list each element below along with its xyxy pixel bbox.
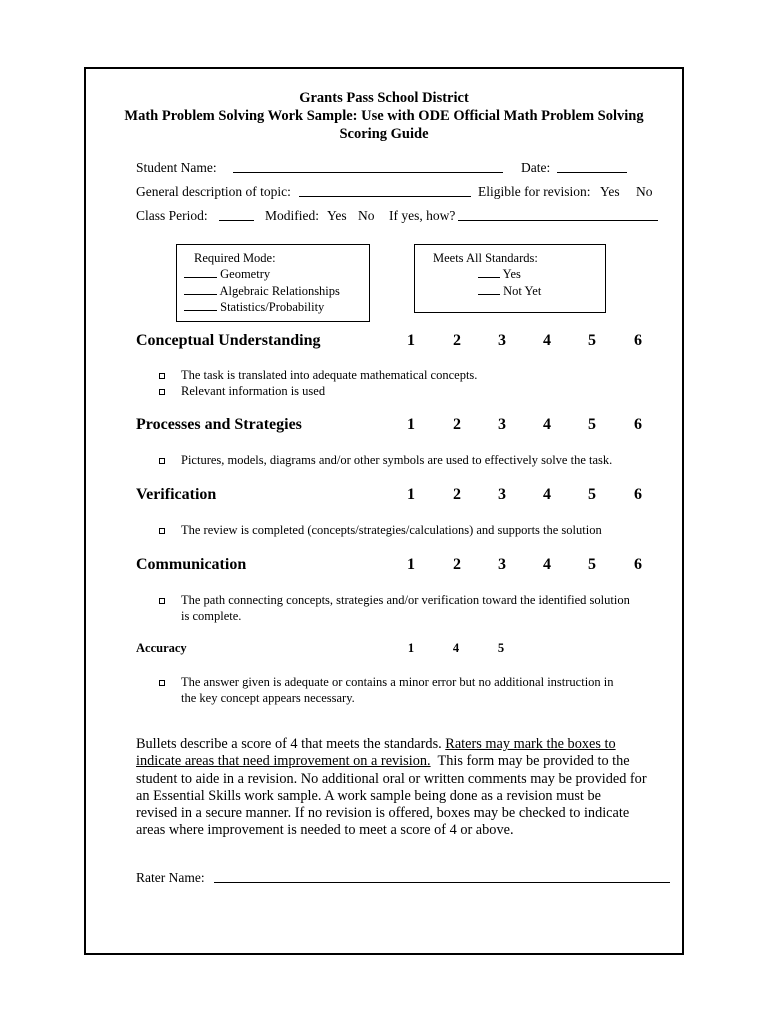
- checkbox[interactable]: [159, 373, 165, 379]
- if-yes-label: If yes, how?: [389, 208, 456, 223]
- eligible-yes-option[interactable]: Yes: [600, 184, 620, 199]
- bullet-text: The review is completed (concepts/strategies/calculations) and supports the solution: [181, 523, 602, 537]
- section-title-processes: Processes and Strategies: [136, 416, 302, 433]
- score-6[interactable]: 6: [634, 416, 642, 433]
- score-3[interactable]: 3: [498, 332, 506, 349]
- score-3[interactable]: 3: [498, 486, 506, 503]
- mode-option-statistics[interactable]: Statistics/Probability: [184, 300, 324, 315]
- topic-field[interactable]: [299, 185, 471, 197]
- bullet-text-continued: is complete.: [181, 609, 242, 623]
- standards-option-not-yet[interactable]: Not Yet: [478, 284, 541, 299]
- standards-blank[interactable]: [478, 284, 500, 295]
- rater-name-field[interactable]: [214, 871, 670, 883]
- checkbox[interactable]: [159, 680, 165, 686]
- score-3[interactable]: 3: [498, 416, 506, 433]
- accuracy-score-4[interactable]: 4: [452, 641, 460, 655]
- score-2[interactable]: 2: [453, 486, 461, 503]
- modified-yes-option[interactable]: Yes: [327, 208, 347, 223]
- score-4[interactable]: 4: [543, 332, 551, 349]
- checkbox[interactable]: [159, 598, 165, 604]
- standards-blank[interactable]: [478, 267, 500, 278]
- score-2[interactable]: 2: [453, 332, 461, 349]
- date-field[interactable]: [557, 161, 627, 173]
- score-2[interactable]: 2: [453, 556, 461, 573]
- bullet-text-continued: the key concept appears necessary.: [181, 691, 355, 705]
- instructions-paragraph: Bullets describe a score of 4 that meets the standards. Raters may mark the boxes to indicate areas that need improvement on a revision. This form may be provided to the student to aide in a revision. No additional oral or written comments may be provided for an Essential Skills work sample. A work sample being done as a revision must be revised in a secure manner. If no revision is offered, boxes may be checked to indicate areas where improvement is needed to meet a score of 4 or above.: [136, 736, 647, 839]
- score-1[interactable]: 1: [407, 486, 415, 503]
- score-1[interactable]: 1: [407, 556, 415, 573]
- class-period-field[interactable]: [219, 209, 254, 221]
- student-name-field[interactable]: [233, 161, 503, 173]
- meets-standards-title: Meets All Standards:: [433, 251, 538, 265]
- mode-blank[interactable]: [184, 267, 217, 278]
- accuracy-score-1[interactable]: 1: [407, 641, 415, 655]
- score-4[interactable]: 4: [543, 486, 551, 503]
- date-label: Date:: [521, 160, 551, 175]
- bullet-text: Relevant information is used: [181, 384, 326, 398]
- if-yes-field[interactable]: [458, 209, 658, 221]
- score-1[interactable]: 1: [407, 416, 415, 433]
- eligible-label: Eligible for revision:: [478, 184, 591, 199]
- score-1[interactable]: 1: [407, 332, 415, 349]
- accuracy-title: Accuracy: [136, 641, 187, 655]
- form-title: Math Problem Solving Work Sample: Use with ODE Official Math Problem Solving: [124, 108, 644, 124]
- class-period-label: Class Period:: [136, 208, 208, 223]
- score-5[interactable]: 5: [588, 486, 596, 503]
- topic-label: General description of topic:: [136, 184, 291, 199]
- bullet-text: The path connecting concepts, strategies and/or verification toward the identified solution: [181, 593, 630, 607]
- score-6[interactable]: 6: [634, 486, 642, 503]
- score-4[interactable]: 4: [543, 416, 551, 433]
- modified-no-option[interactable]: No: [358, 208, 375, 223]
- underlined-note: Raters may mark the boxes to: [445, 736, 616, 752]
- mode-blank[interactable]: [184, 284, 217, 295]
- eligible-no-option[interactable]: No: [636, 184, 653, 199]
- score-2[interactable]: 2: [453, 416, 461, 433]
- score-6[interactable]: 6: [634, 332, 642, 349]
- student-name-label: Student Name:: [136, 160, 217, 175]
- score-5[interactable]: 5: [588, 556, 596, 573]
- mode-option-geometry[interactable]: Geometry: [184, 267, 270, 282]
- score-3[interactable]: 3: [498, 556, 506, 573]
- bullet-text: The answer given is adequate or contains a minor error but no additional instruction in: [181, 675, 614, 689]
- modified-label: Modified:: [265, 208, 319, 223]
- mode-blank[interactable]: [184, 300, 217, 311]
- bullet-text: Pictures, models, diagrams and/or other symbols are used to effectively solve the task.: [181, 453, 613, 467]
- underlined-note: indicate areas that need improvement on a revision.: [136, 753, 431, 770]
- form-subtitle: Scoring Guide: [339, 126, 429, 142]
- bullet-text: The task is translated into adequate mathematical concepts.: [181, 368, 478, 382]
- score-5[interactable]: 5: [588, 332, 596, 349]
- section-title-communication: Communication: [136, 556, 247, 573]
- rater-name-label: Rater Name:: [136, 870, 205, 885]
- district-title: Grants Pass School District: [299, 90, 469, 106]
- mode-option-algebraic[interactable]: Algebraic Relationships: [184, 284, 340, 299]
- score-4[interactable]: 4: [543, 556, 551, 573]
- required-mode-title: Required Mode:: [194, 251, 276, 265]
- section-title-verification: Verification: [136, 486, 217, 503]
- checkbox[interactable]: [159, 528, 165, 534]
- standards-option-yes[interactable]: Yes: [478, 267, 521, 282]
- score-5[interactable]: 5: [588, 416, 596, 433]
- checkbox[interactable]: [159, 389, 165, 395]
- accuracy-score-5[interactable]: 5: [497, 641, 505, 655]
- section-title-conceptual: Conceptual Understanding: [136, 332, 321, 349]
- score-6[interactable]: 6: [634, 556, 642, 573]
- checkbox[interactable]: [159, 458, 165, 464]
